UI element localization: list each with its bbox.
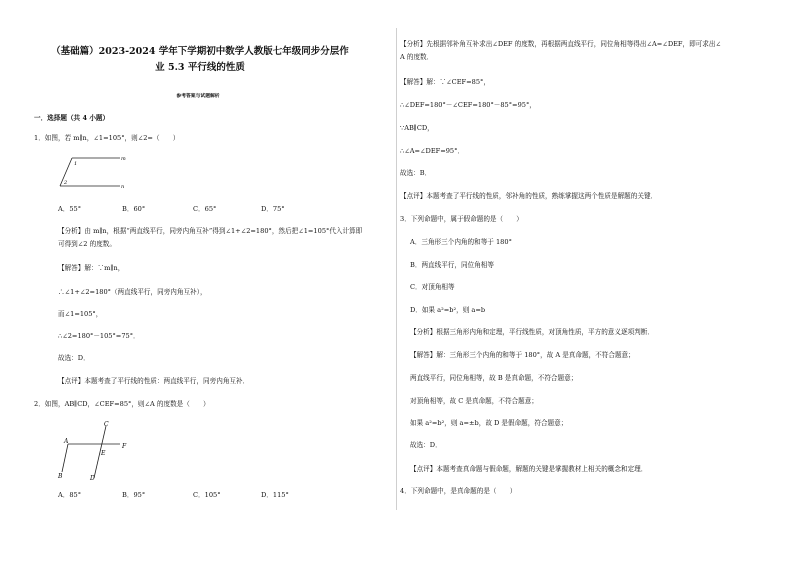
q2-comment: 【点评】本题考查了平行线的性质，邻补角的性质，熟练掌握这两个性质是解题的关键． xyxy=(400,192,658,200)
q2-label-a: A xyxy=(64,438,69,445)
q2-figure xyxy=(54,418,144,482)
q2-step3: ∴∠A=∠DEF=95°． xyxy=(400,147,465,155)
q1-analysis-line1: 【分析】由 m∥n，根据“两直线平行，同旁内角互补”得到∠1+∠2=180°，然后把∠1=105°代入计算即 xyxy=(58,227,363,235)
q2-label-e: E xyxy=(101,450,106,457)
q2-label-b: B xyxy=(58,473,63,480)
document-title: （基础篇）2023-2024 学年下学期初中数学人教版七年级同步分层作业 5.3 平行线的性质 xyxy=(51,46,349,73)
q1-option-c: C．65° xyxy=(193,205,217,213)
q1-comment: 【点评】本题考查了平行线的性质：两直线平行，同旁内角互补． xyxy=(58,377,250,385)
q1-label-1: 1 xyxy=(74,161,78,167)
q1-option-a: A．55° xyxy=(58,205,82,213)
q2-option-d: D．115° xyxy=(261,491,289,499)
q3-option-d: D．如果 a²=b²，则 a=b xyxy=(410,306,486,314)
q2-label-f: F xyxy=(122,443,127,450)
column-divider xyxy=(396,28,397,510)
q3-analysis: 【分析】根据三角形内角和定理，平行线性质，对顶角性质，平方的意义逐项判断． xyxy=(410,328,654,336)
q1-analysis-line2: 可得到∠2 的度数。 xyxy=(58,240,116,248)
q1-label-n: n xyxy=(121,184,125,190)
q2-label-c: C xyxy=(104,421,109,428)
q2-option-b: B．95° xyxy=(122,491,146,499)
q2-analysis-line1: 【分析】先根据邻补角互补求出∠DEF 的度数，再根据两直线平行，同位角相等得出∠A=∠DEF，即可求出∠ xyxy=(400,40,721,48)
q1-label-m: m xyxy=(121,156,126,162)
q4-stem: 4．下列命题中，是真命题的是（ ） xyxy=(400,487,517,495)
q3-option-a: A．三角形三个内角的和等于 180° xyxy=(410,238,512,246)
document-subtitle: 参考答案与试题解析 xyxy=(176,93,220,99)
q1-answer-head: 【解答】解：∵m∥n， xyxy=(58,264,125,272)
q3-step1: 两直线平行，同位角相等，故 B 是真命题，不符合题意； xyxy=(410,374,578,382)
q2-label-d: D xyxy=(90,475,95,482)
q2-stem: 2．如图，AB∥CD，∠CEF=85°，则∠A 的度数是（ ） xyxy=(34,400,210,408)
q2-choose: 故选：B． xyxy=(400,169,432,177)
section-heading: 一．选择题（共 4 小题） xyxy=(34,114,110,122)
q3-comment: 【点评】本题考查真命题与假命题，解题的关键是掌握教材上相关的概念和定理． xyxy=(410,465,648,473)
q2-analysis-line2: A 的度数． xyxy=(400,53,434,61)
q2-option-a: A．85° xyxy=(58,491,82,499)
q3-answer-head: 【解答】解：三角形三个内角的和等于 180°，故 A 是真命题，不符合题意； xyxy=(410,351,635,359)
q2-answer-head: 【解答】解：∵∠CEF=85°， xyxy=(400,78,490,86)
q3-option-c: C．对顶角相等 xyxy=(410,283,455,291)
q1-step3: ∴∠2=180°－105°=75°． xyxy=(58,332,140,340)
q3-stem: 3．下列命题中，属于假命题的是（ ） xyxy=(400,215,523,223)
q2-step2: ∵AB∥CD， xyxy=(400,124,434,132)
q3-choose: 故选：D． xyxy=(410,441,442,449)
q1-step2: 而∠1=105°， xyxy=(58,310,103,318)
q3-step2: 对顶角相等，故 C 是真命题，不符合题意； xyxy=(410,397,538,405)
q1-choose: 故选：D． xyxy=(58,354,90,362)
q1-step1: ∴∠1+∠2=180°（两直线平行，同旁内角互补）， xyxy=(58,288,207,296)
q3-step3: 如果 a²=b²，则 a=±b，故 D 是假命题，符合题意； xyxy=(410,419,568,427)
q1-option-d: D．75° xyxy=(261,205,285,213)
q1-label-2: 2 xyxy=(64,180,68,186)
q1-figure xyxy=(50,150,130,192)
q1-option-b: B．60° xyxy=(122,205,146,213)
q1-stem: 1．如图，若 m∥n，∠1=105°，则∠2=（ ） xyxy=(34,134,180,142)
q3-option-b: B．两直线平行，同位角相等 xyxy=(410,261,494,269)
q2-option-c: C．105° xyxy=(193,491,221,499)
q2-step1: ∴∠DEF=180°－∠CEF=180°－85°=95°， xyxy=(400,101,536,109)
